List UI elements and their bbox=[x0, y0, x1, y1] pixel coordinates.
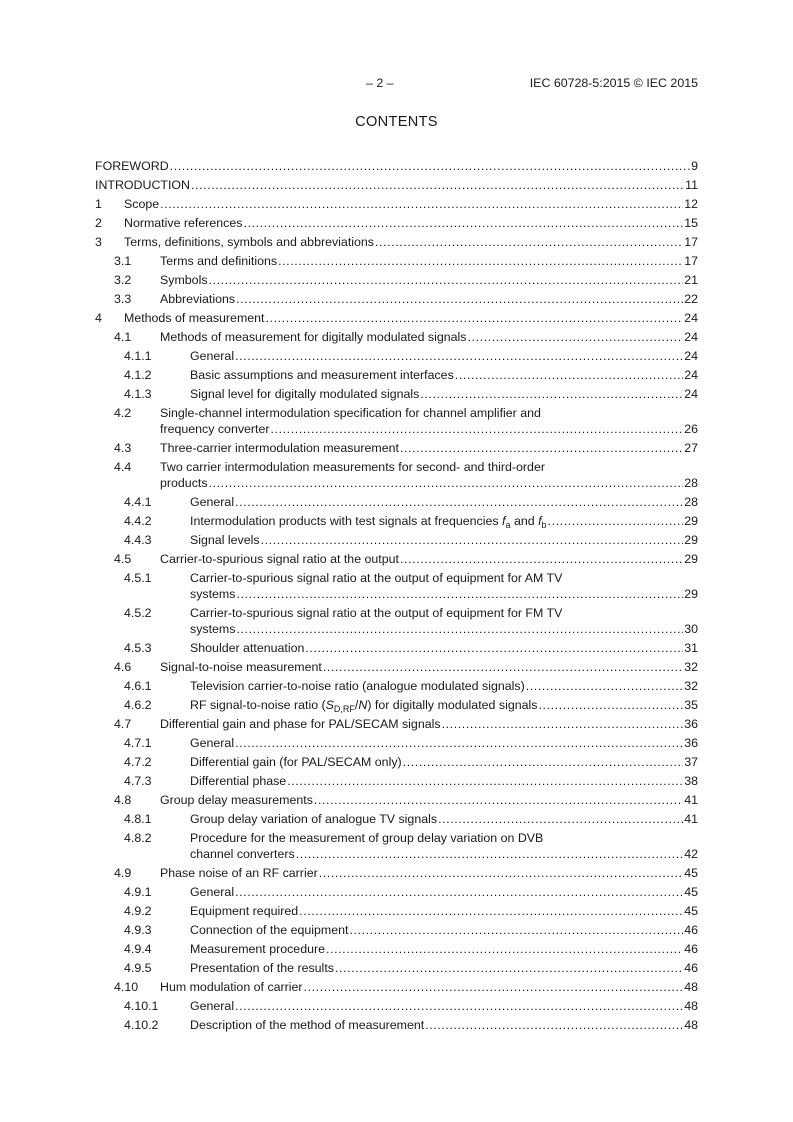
toc-entry-number: 4.4.2 bbox=[124, 514, 152, 528]
dot-leader bbox=[278, 254, 683, 268]
toc-entry[interactable] bbox=[95, 569, 698, 604]
toc-entry-number: 4.4 bbox=[114, 460, 132, 474]
toc-entry-number: 4.6.1 bbox=[124, 679, 152, 693]
toc-entry-page: 45 bbox=[684, 866, 698, 880]
toc-entry-number: 4.8.1 bbox=[124, 812, 152, 826]
dot-leader bbox=[425, 1018, 683, 1032]
dot-leader bbox=[266, 311, 684, 325]
dot-leader bbox=[235, 736, 683, 750]
toc-entry-title: Shoulder attenuation bbox=[190, 641, 305, 655]
toc-entry[interactable] bbox=[95, 940, 698, 959]
toc-entry-number: 4.10.2 bbox=[124, 1018, 159, 1032]
toc-entry-number: 4.7.1 bbox=[124, 736, 152, 750]
toc-entry-title: Signal level for digitally modulated signals bbox=[190, 387, 420, 401]
toc-entry-page: 26 bbox=[684, 422, 698, 436]
toc-entry[interactable] bbox=[95, 791, 698, 810]
toc-entry-title: systems bbox=[190, 587, 236, 601]
toc-entry-page: 24 bbox=[684, 330, 698, 344]
page-number: – 2 – bbox=[366, 76, 394, 90]
toc-entry[interactable] bbox=[95, 829, 698, 864]
toc-entry-number: 4.1.1 bbox=[124, 349, 152, 363]
toc-entry[interactable] bbox=[95, 677, 698, 696]
dot-leader bbox=[287, 774, 683, 788]
toc-entry[interactable] bbox=[95, 252, 698, 271]
toc-entry[interactable] bbox=[95, 550, 698, 569]
toc-entry-page: 37 bbox=[684, 755, 698, 769]
toc-entry-number: 4.5.2 bbox=[124, 606, 152, 620]
toc-entry-page: 45 bbox=[684, 904, 698, 918]
toc-entry[interactable] bbox=[95, 366, 698, 385]
toc-entry-number: 3.3 bbox=[114, 292, 132, 306]
toc-entry-title: systems bbox=[190, 622, 236, 636]
toc-entry-title: Three-carrier intermodulation measurement bbox=[160, 441, 399, 455]
dot-leader bbox=[335, 961, 683, 975]
toc-entry-page: 36 bbox=[684, 717, 698, 731]
toc-entry-number: 4.9.4 bbox=[124, 942, 152, 956]
toc-entry-page: 15 bbox=[684, 216, 698, 230]
toc-entry-title: Equipment required bbox=[190, 904, 299, 918]
toc-entry-number: 4.9.2 bbox=[124, 904, 152, 918]
dot-leader bbox=[403, 755, 684, 769]
toc-entry-number: 4.9.5 bbox=[124, 961, 152, 975]
toc-entry-number: 4.4.3 bbox=[124, 533, 152, 547]
dot-leader bbox=[299, 904, 683, 918]
toc-entry[interactable] bbox=[95, 639, 698, 658]
page-title: CONTENTS bbox=[355, 114, 438, 130]
toc-entry-page: 24 bbox=[684, 349, 698, 363]
toc-entry-page: 17 bbox=[684, 235, 698, 249]
dot-leader bbox=[235, 999, 683, 1013]
toc-entry-page: 46 bbox=[684, 961, 698, 975]
dot-leader bbox=[467, 330, 683, 344]
toc-entry-number: 4.1 bbox=[114, 330, 132, 344]
toc-entry[interactable] bbox=[95, 658, 698, 677]
toc-entry[interactable] bbox=[95, 753, 698, 772]
toc-entry-number: 4.2 bbox=[114, 406, 132, 420]
toc-entry-page: 29 bbox=[684, 533, 698, 547]
toc-entry-title: Group delay measurements bbox=[160, 793, 313, 807]
dot-leader bbox=[548, 514, 684, 528]
toc-entry[interactable] bbox=[95, 883, 698, 902]
toc-entry[interactable] bbox=[95, 493, 698, 512]
toc-entry-number: 3 bbox=[95, 235, 102, 249]
toc-entry[interactable] bbox=[95, 233, 698, 252]
toc-entry-page: 29 bbox=[684, 587, 698, 601]
dot-leader bbox=[236, 587, 683, 601]
dot-leader bbox=[209, 273, 684, 287]
toc-entry-title: Television carrier-to-noise ratio (analogue modulated signals) bbox=[190, 679, 525, 693]
toc-entry-page: 41 bbox=[684, 812, 698, 826]
toc-entry-title: Symbols bbox=[160, 273, 208, 287]
toc-entry-page: 30 bbox=[684, 622, 698, 636]
toc-entry-title: Signal-to-noise measurement bbox=[160, 660, 322, 674]
toc-entry-number: 4 bbox=[95, 311, 102, 325]
toc-entry-number: 4.10 bbox=[114, 980, 139, 994]
dot-leader bbox=[538, 698, 683, 712]
dot-leader bbox=[236, 292, 683, 306]
toc-entry-number: 4.7 bbox=[114, 717, 132, 731]
toc-entry[interactable] bbox=[95, 810, 698, 829]
toc-entry-title: Connection of the equipment bbox=[190, 923, 349, 937]
dot-leader bbox=[326, 942, 683, 956]
toc-entry[interactable] bbox=[95, 921, 698, 940]
toc-entry[interactable] bbox=[95, 997, 698, 1016]
toc-entry-number: 4.8 bbox=[114, 793, 132, 807]
dot-leader bbox=[235, 349, 683, 363]
toc-entry-title: frequency converter bbox=[160, 422, 270, 436]
toc-entry-page: 35 bbox=[684, 698, 698, 712]
dot-leader bbox=[236, 622, 683, 636]
toc-entry-title: Hum modulation of carrier bbox=[160, 980, 303, 994]
toc-entry-title: General bbox=[190, 349, 235, 363]
toc-entry-number: 4.9.3 bbox=[124, 923, 152, 937]
toc-entry[interactable] bbox=[95, 439, 698, 458]
toc-entry-page: 17 bbox=[684, 254, 698, 268]
dot-leader bbox=[526, 679, 683, 693]
dot-leader bbox=[349, 923, 683, 937]
toc-entry-title: Basic assumptions and measurement interfaces bbox=[190, 368, 454, 382]
toc-entry-title: Differential gain (for PAL/SECAM only) bbox=[190, 755, 402, 769]
toc-entry-page: 48 bbox=[684, 999, 698, 1013]
toc-entry-number: 4.8.2 bbox=[124, 831, 152, 845]
dot-leader bbox=[209, 476, 684, 490]
toc-entry-page: 28 bbox=[684, 476, 698, 490]
toc-entry[interactable] bbox=[95, 385, 698, 404]
toc-entry-page: 24 bbox=[684, 311, 698, 325]
toc-entry-title-line: Single-channel intermodulation specification for channel amplifier and bbox=[160, 406, 541, 420]
toc-entry-number: 4.9.1 bbox=[124, 885, 152, 899]
toc-entry-title-line: Two carrier intermodulation measurements for second- and third-order bbox=[160, 460, 545, 474]
toc-entry-page: 48 bbox=[684, 1018, 698, 1032]
toc-entry-title: Carrier-to-spurious signal ratio at the output bbox=[160, 552, 399, 566]
toc-entry[interactable] bbox=[95, 715, 698, 734]
toc-entry-number: 4.5.1 bbox=[124, 571, 152, 585]
toc-entry[interactable] bbox=[95, 404, 698, 439]
toc-entry-number: 4.9 bbox=[114, 866, 132, 880]
toc-entry-title: Differential gain and phase for PAL/SECAM signals bbox=[160, 717, 441, 731]
dot-leader bbox=[442, 717, 684, 731]
toc-entry[interactable] bbox=[95, 734, 698, 753]
toc-entry-number: 1 bbox=[95, 197, 102, 211]
toc-entry[interactable] bbox=[95, 864, 698, 883]
toc-entry[interactable] bbox=[95, 696, 698, 715]
toc-entry-page: 9 bbox=[691, 159, 698, 173]
toc-entry[interactable] bbox=[95, 214, 698, 233]
toc-entry[interactable] bbox=[95, 176, 698, 195]
toc-entry-page: 36 bbox=[684, 736, 698, 750]
toc-entry-title: channel converters bbox=[190, 847, 295, 861]
toc-entry-number: 3.2 bbox=[114, 273, 132, 287]
dot-leader bbox=[261, 533, 684, 547]
dot-leader bbox=[305, 641, 683, 655]
dot-leader bbox=[235, 495, 683, 509]
page-header bbox=[0, 76, 793, 92]
toc-entry-number: 4.7.3 bbox=[124, 774, 152, 788]
toc-entry[interactable] bbox=[95, 157, 698, 176]
toc-entry-number: 4.3 bbox=[114, 441, 132, 455]
toc-entry-page: 45 bbox=[684, 885, 698, 899]
dot-leader bbox=[296, 847, 684, 861]
toc-entry-page: 27 bbox=[684, 441, 698, 455]
toc-entry-title: FOREWORD bbox=[95, 159, 169, 173]
toc-entry-title: Scope bbox=[124, 197, 160, 211]
table-of-contents bbox=[95, 157, 698, 1035]
toc-entry[interactable] bbox=[95, 195, 698, 214]
toc-entry-title: Group delay variation of analogue TV signals bbox=[190, 812, 438, 826]
toc-entry-number: 4.5.3 bbox=[124, 641, 152, 655]
toc-entry-page: 46 bbox=[684, 942, 698, 956]
document-id: IEC 60728-5:2015 © IEC 2015 bbox=[529, 76, 698, 90]
toc-entry-number: 4.6.2 bbox=[124, 698, 152, 712]
dot-leader bbox=[304, 980, 684, 994]
toc-entry-title: Measurement procedure bbox=[190, 942, 325, 956]
dot-leader bbox=[191, 178, 684, 192]
dot-leader bbox=[438, 812, 683, 826]
toc-entry-title: Intermodulation products with test signals at frequencies $f_a$ and $f_b$ bbox=[190, 514, 547, 530]
toc-entry-title: General bbox=[190, 495, 235, 509]
toc-entry-title: Abbreviations bbox=[160, 292, 236, 306]
toc-entry-title: General bbox=[190, 736, 235, 750]
toc-entry-page: 28 bbox=[684, 495, 698, 509]
dot-leader bbox=[243, 216, 683, 230]
toc-entry[interactable] bbox=[95, 772, 698, 791]
toc-entry-title: Differential phase bbox=[190, 774, 287, 788]
dot-leader bbox=[375, 235, 683, 249]
toc-entry-page: 24 bbox=[684, 387, 698, 401]
toc-entry[interactable] bbox=[95, 604, 698, 639]
toc-entry-title: INTRODUCTION bbox=[95, 178, 190, 192]
toc-entry-number: 4.6 bbox=[114, 660, 132, 674]
dot-leader bbox=[420, 387, 683, 401]
toc-entry[interactable] bbox=[95, 512, 698, 531]
toc-entry[interactable] bbox=[95, 290, 698, 309]
toc-entry-title: Description of the method of measurement bbox=[190, 1018, 425, 1032]
toc-entry[interactable] bbox=[95, 902, 698, 921]
dot-leader bbox=[400, 552, 683, 566]
toc-entry-page: 48 bbox=[684, 980, 698, 994]
toc-entry-page: 31 bbox=[684, 641, 698, 655]
toc-entry-number: 2 bbox=[95, 216, 102, 230]
toc-entry-page: 41 bbox=[684, 793, 698, 807]
toc-entry-page: 21 bbox=[684, 273, 698, 287]
toc-entry-page: 11 bbox=[685, 178, 698, 192]
toc-entry[interactable] bbox=[95, 309, 698, 328]
toc-entry[interactable] bbox=[95, 531, 698, 550]
toc-entry-page: 46 bbox=[684, 923, 698, 937]
toc-entry-number: 4.1.2 bbox=[124, 368, 152, 382]
toc-entry[interactable] bbox=[95, 458, 698, 493]
toc-entry-title: Signal levels bbox=[190, 533, 260, 547]
dot-leader bbox=[455, 368, 683, 382]
toc-entry-number: 4.7.2 bbox=[124, 755, 152, 769]
toc-entry-page: 24 bbox=[684, 368, 698, 382]
dot-leader bbox=[314, 793, 683, 807]
toc-entry-title: RF signal-to-noise ratio $(S_{D,RF}/N)$ for digitally modulated signals bbox=[190, 698, 538, 714]
dot-leader bbox=[400, 441, 683, 455]
toc-entry-page: 22 bbox=[684, 292, 698, 306]
toc-entry-page: 38 bbox=[684, 774, 698, 788]
toc-entry-page: 29 bbox=[684, 514, 698, 528]
toc-entry-title-line: Procedure for the measurement of group delay variation on DVB bbox=[190, 831, 544, 845]
toc-entry-title: Terms, definitions, symbols and abbreviations bbox=[124, 235, 374, 249]
toc-entry[interactable] bbox=[95, 959, 698, 978]
toc-entry-title: Terms and definitions bbox=[160, 254, 278, 268]
toc-entry-number: 4.1.3 bbox=[124, 387, 152, 401]
toc-entry-page: 12 bbox=[684, 197, 698, 211]
dot-leader bbox=[319, 866, 683, 880]
toc-entry[interactable] bbox=[95, 1016, 698, 1035]
dot-leader bbox=[323, 660, 683, 674]
toc-entry-title: Methods of measurement for digitally modulated signals bbox=[160, 330, 467, 344]
toc-entry-title: Phase noise of an RF carrier bbox=[160, 866, 318, 880]
toc-entry-number: 4.5 bbox=[114, 552, 132, 566]
toc-entry-title-line: Carrier-to-spurious signal ratio at the output of equipment for AM TV bbox=[190, 571, 563, 585]
dot-leader bbox=[160, 197, 683, 211]
dot-leader bbox=[170, 159, 690, 173]
toc-entry-title: products bbox=[160, 476, 208, 490]
toc-entry-page: 42 bbox=[684, 847, 698, 861]
toc-entry[interactable] bbox=[95, 328, 698, 347]
toc-entry-number: 3.1 bbox=[114, 254, 132, 268]
toc-entry-title: Presentation of the results bbox=[190, 961, 334, 975]
toc-entry-title: General bbox=[190, 885, 235, 899]
dot-leader bbox=[271, 422, 684, 436]
toc-entry-page: 29 bbox=[684, 552, 698, 566]
toc-entry[interactable] bbox=[95, 347, 698, 366]
toc-entry-title: Methods of measurement bbox=[124, 311, 265, 325]
toc-entry[interactable] bbox=[95, 978, 698, 997]
toc-entry-page: 32 bbox=[684, 660, 698, 674]
toc-entry-page: 32 bbox=[684, 679, 698, 693]
toc-entry-title: General bbox=[190, 999, 235, 1013]
toc-entry-number: 4.10.1 bbox=[124, 999, 159, 1013]
toc-entry-title-line: Carrier-to-spurious signal ratio at the output of equipment for FM TV bbox=[190, 606, 563, 620]
toc-entry-title: Normative references bbox=[124, 216, 243, 230]
toc-entry[interactable] bbox=[95, 271, 698, 290]
toc-entry-number: 4.4.1 bbox=[124, 495, 152, 509]
dot-leader bbox=[235, 885, 683, 899]
